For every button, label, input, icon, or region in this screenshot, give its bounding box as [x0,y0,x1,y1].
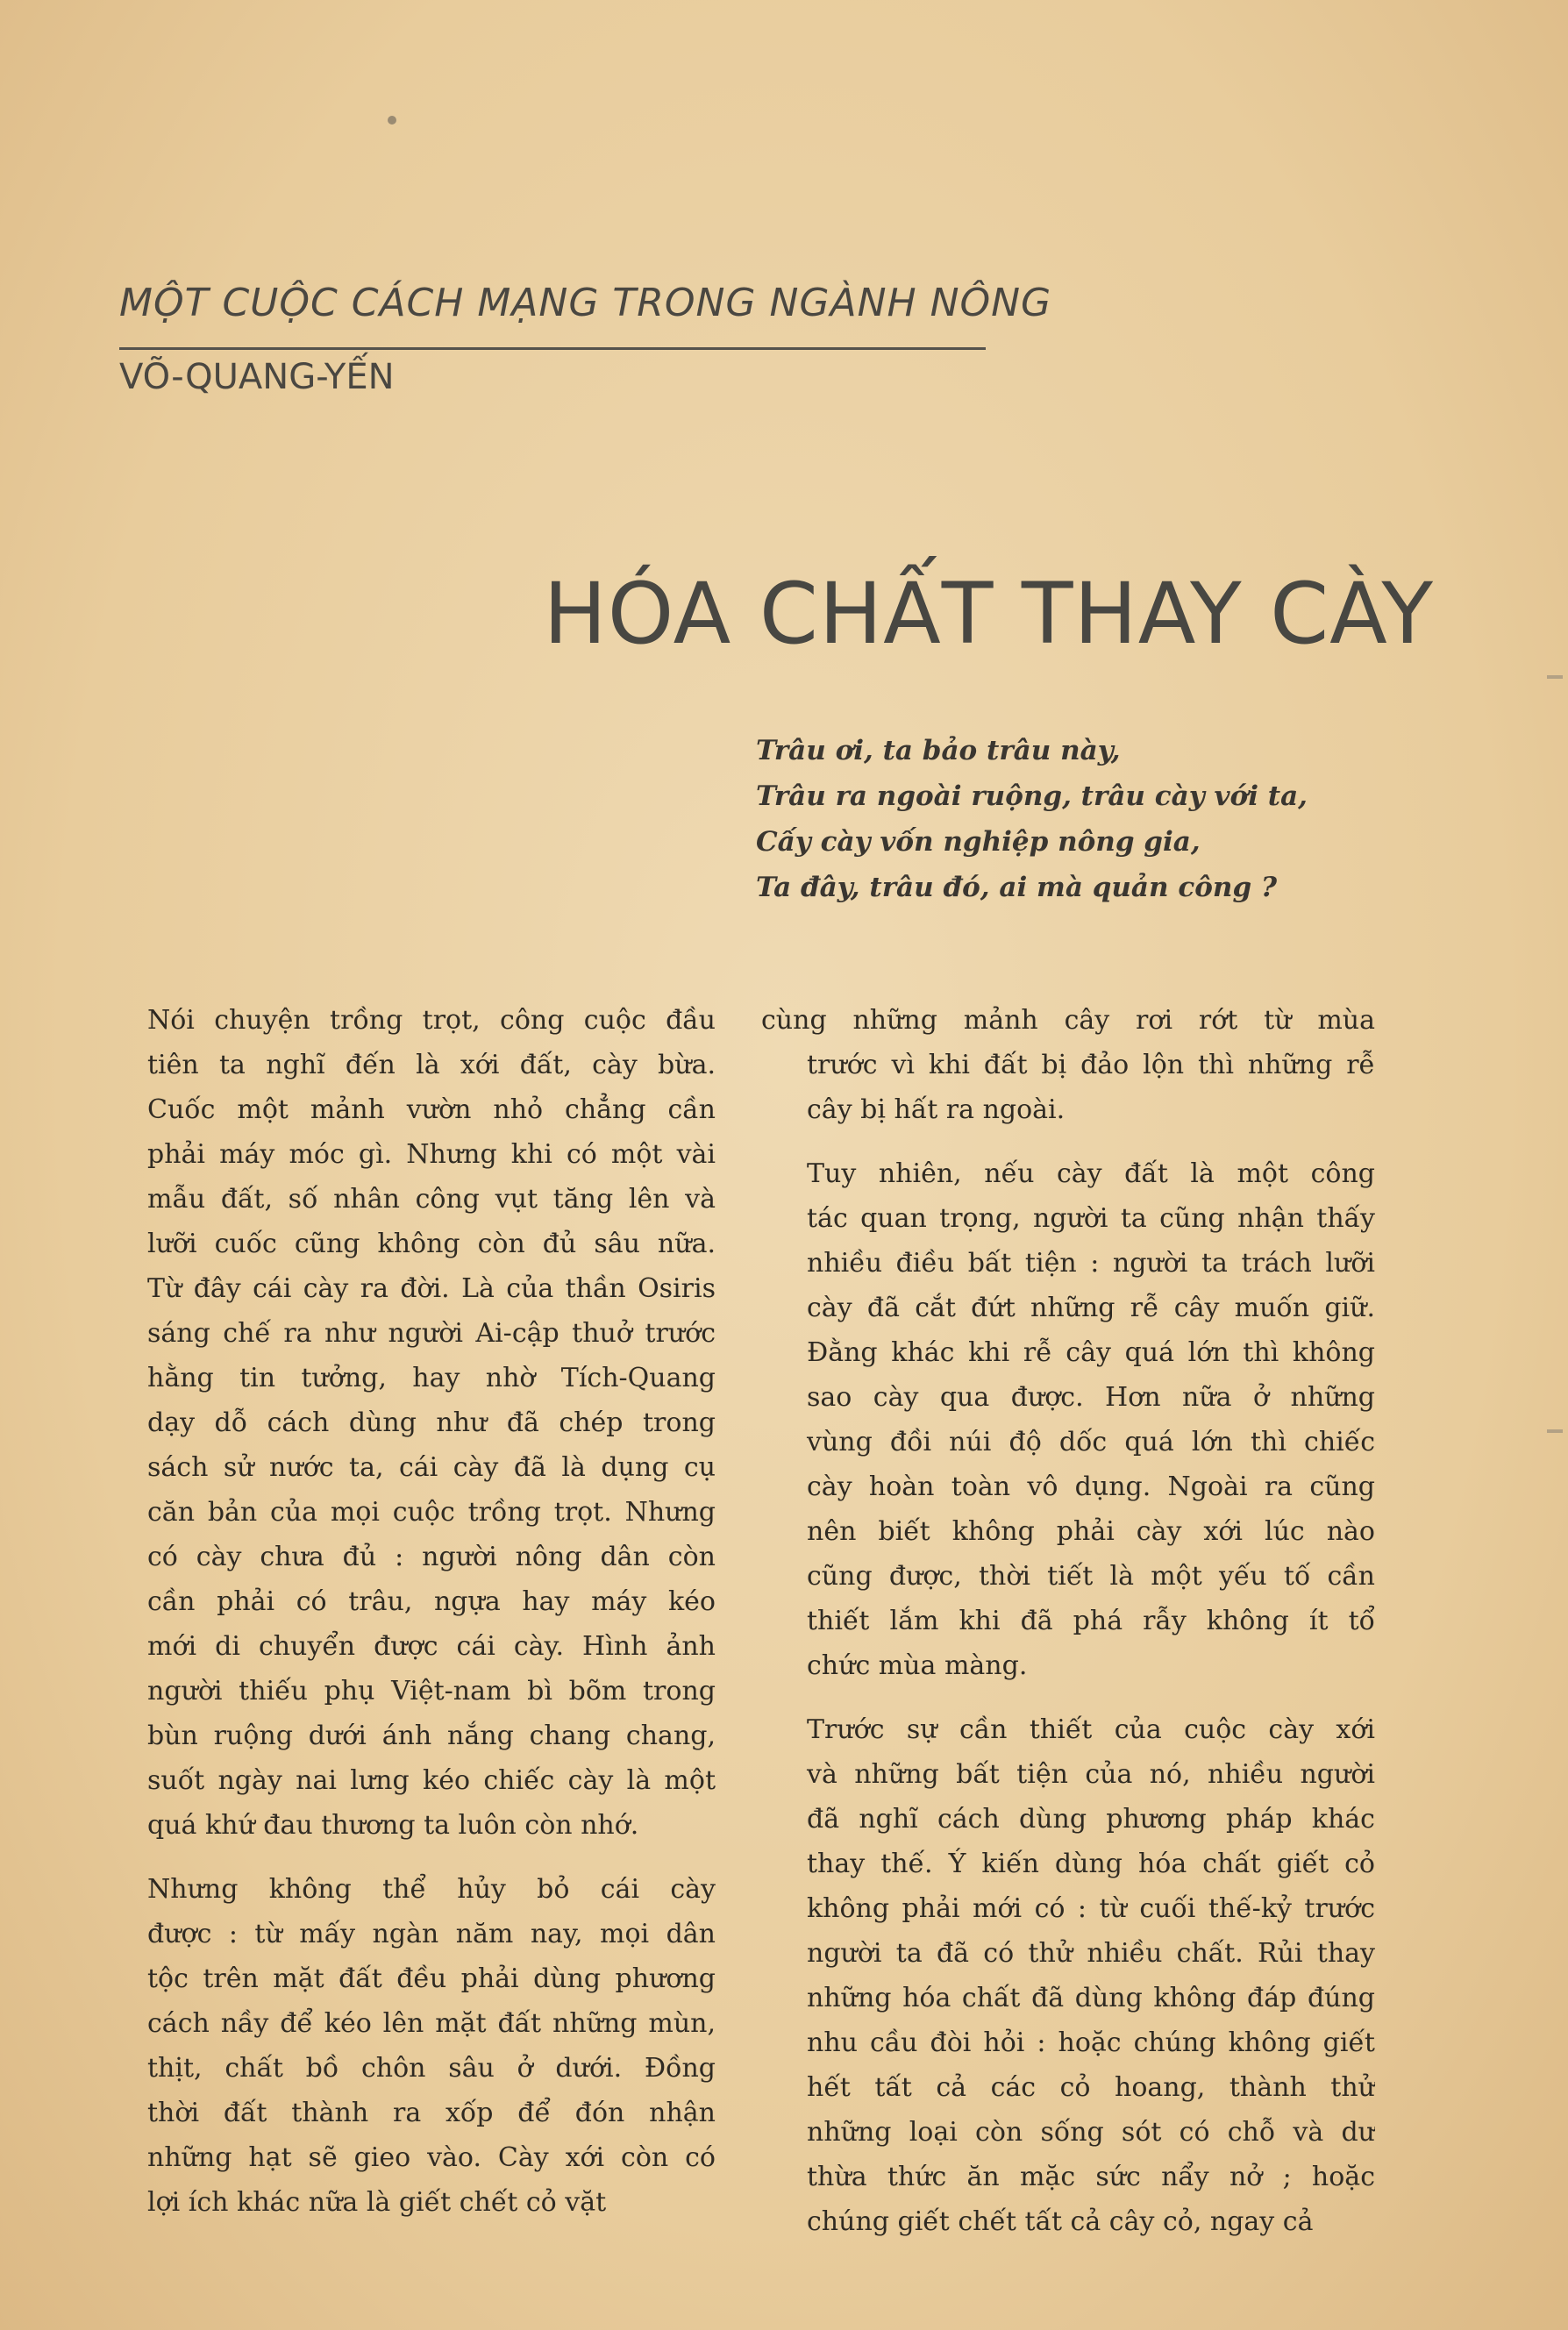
text-line: mới di chuyển được cái cày. Hình ảnh [147,1631,716,1662]
paragraph [761,1707,1375,2244]
text-line: có cày chưa đủ : người nông dân còn [147,1542,716,1572]
paragraph [102,1867,716,2225]
text-line: Đằng khác khi rễ cây quá lớn thì không [807,1337,1375,1368]
text-line: và những bất tiện của nó, nhiều người [807,1759,1375,1790]
kicker-underline [119,347,986,350]
text-line: nhu cầu đòi hỏi : hoặc chúng không giết [807,2027,1375,2058]
ink-dot [388,116,396,125]
text-line: tác quan trọng, người ta cũng nhận thấy [807,1203,1375,1234]
text-line: cày đã cắt đứt những rễ cây muốn giữ. [807,1293,1375,1323]
text-line: nhiều điều bất tiện : người ta trách lưỡi [807,1248,1375,1279]
text-line: Nói chuyện trồng trọt, công cuộc đầu [147,1005,716,1036]
text-line: sao cày qua được. Hơn nữa ở những [807,1382,1375,1413]
text-line: vùng đồi núi độ dốc quá lớn thì chiếc [807,1427,1375,1457]
text-line: được : từ mấy ngàn năm nay, mọi dân [147,1919,716,1949]
text-line: cách nầy để kéo lên mặt đất những mùn, [147,2008,716,2039]
text-line: Trước sự cần thiết của cuộc cày xới [807,1714,1375,1745]
poem-line: Trâu ơi, ta bảo trâu này, [756,735,1121,766]
text-line: tiên ta nghĩ đến là xới đất, cày bừa. [147,1050,716,1080]
text-line: thời đất thành ra xốp để đón nhận [147,2098,716,2128]
paragraph [102,998,716,1848]
text-line: bùn ruộng dưới ánh nắng chang chang, [147,1721,716,1751]
article-title: HÓA CHẤT THAY CÀY [543,565,1434,663]
text-line: tộc trên mặt đất đều phải dùng phương [147,1963,716,1994]
text-line: suốt ngày nai lưng kéo chiếc cày là một [147,1765,716,1796]
text-line: thừa thức ăn mặc sức nẩy nở ; hoặc [807,2162,1375,2192]
text-line: thịt, chất bồ chôn sâu ở dưới. Đồng [147,2053,716,2084]
text-line: cần phải có trâu, ngựa hay máy kéo [147,1586,716,1617]
text-line: quá khứ đau thương ta luôn còn nhớ. [147,1810,639,1841]
text-line: không phải mới có : từ cuối thế-kỷ trước [807,1893,1375,1924]
body-column-left [102,998,716,2225]
text-line: trước vì khi đất bị đảo lộn thì những rễ [807,1050,1375,1080]
text-line: cùng những mảnh cây rơi rớt từ mùa [761,1005,1375,1036]
page-edge-mark [1547,675,1563,679]
page-edge-mark [1547,1429,1563,1433]
poem-line: Cấy cày vốn nghiệp nông gia, [756,826,1201,858]
text-line: người thiếu phụ Việt-nam bì bõm trong [147,1676,716,1707]
poem-line: Ta đây, trâu đó, ai mà quản công ? [756,872,1278,903]
text-line: những hạt sẽ gieo vào. Cày xới còn có [147,2142,716,2173]
text-line: chúng giết chết tất cả cây cỏ, ngay cả [807,2206,1314,2237]
text-line: Từ đây cái cày ra đời. Là của thần Osiris [147,1273,716,1304]
text-line: lưỡi cuốc cũng không còn đủ sâu nữa. [147,1229,716,1259]
text-line: chức mùa màng. [807,1650,1028,1681]
text-line: Cuốc một mảnh vườn nhỏ chẳng cần [147,1094,716,1125]
text-line: những loại còn sống sót có chỗ và dư [807,2117,1375,2148]
text-line: người ta đã có thử nhiều chất. Rủi thay [807,1938,1375,1969]
text-line: lợi ích khác nữa là giết chết cỏ vặt [147,2187,607,2218]
text-line: phải máy móc gì. Nhưng khi có một vài [147,1139,716,1170]
text-line: sách sử nước ta, cái cày đã là dụng cụ [147,1452,716,1483]
poem-line: Trâu ra ngoài ruộng, trâu cày với ta, [756,780,1308,812]
epigraph-poem [756,728,1475,910]
text-line: hết tất cả các cỏ hoang, thành thử [807,2072,1375,2103]
text-line: cây bị hất ra ngoài. [807,1094,1066,1125]
text-line: những hóa chất đã dùng không đáp đúng [807,1983,1375,2013]
paragraph [761,1151,1375,1688]
text-line: sáng chế ra như người Ai-cập thuở trước [147,1318,716,1349]
text-line: nên biết không phải cày xới lúc nào [807,1516,1375,1547]
text-line: cày hoàn toàn vô dụng. Ngoài ra cũng [807,1471,1375,1502]
text-line: dạy dỗ cách dùng như đã chép trong [147,1407,716,1438]
text-line: hằng tin tưởng, hay nhờ Tích-Quang [147,1363,716,1393]
text-line: Tuy nhiên, nếu cày đất là một công [807,1158,1375,1189]
section-kicker: MỘT CUỘC CÁCH MẠNG TRONG NGÀNH NÔNG [119,281,1052,325]
author-name: VÕ-QUANG-YẾN [119,357,395,397]
text-line: cũng được, thời tiết là một yếu tố cần [807,1561,1375,1592]
text-line: căn bản của mọi cuộc trồng trọt. Nhưng [147,1497,716,1528]
text-line: Nhưng không thể hủy bỏ cái cày [147,1874,716,1905]
text-line: mẫu đất, số nhân công vụt tăng lên và [147,1184,716,1215]
paragraph-continued [761,998,1375,1132]
text-line: thiết lắm khi đã phá rẫy không ít tổ [807,1606,1375,1636]
text-line: thay thế. Ý kiến dùng hóa chất giết cỏ [807,1849,1375,1879]
text-line: đã nghĩ cách dùng phương pháp khác [807,1804,1375,1835]
body-column-right [761,998,1375,2244]
